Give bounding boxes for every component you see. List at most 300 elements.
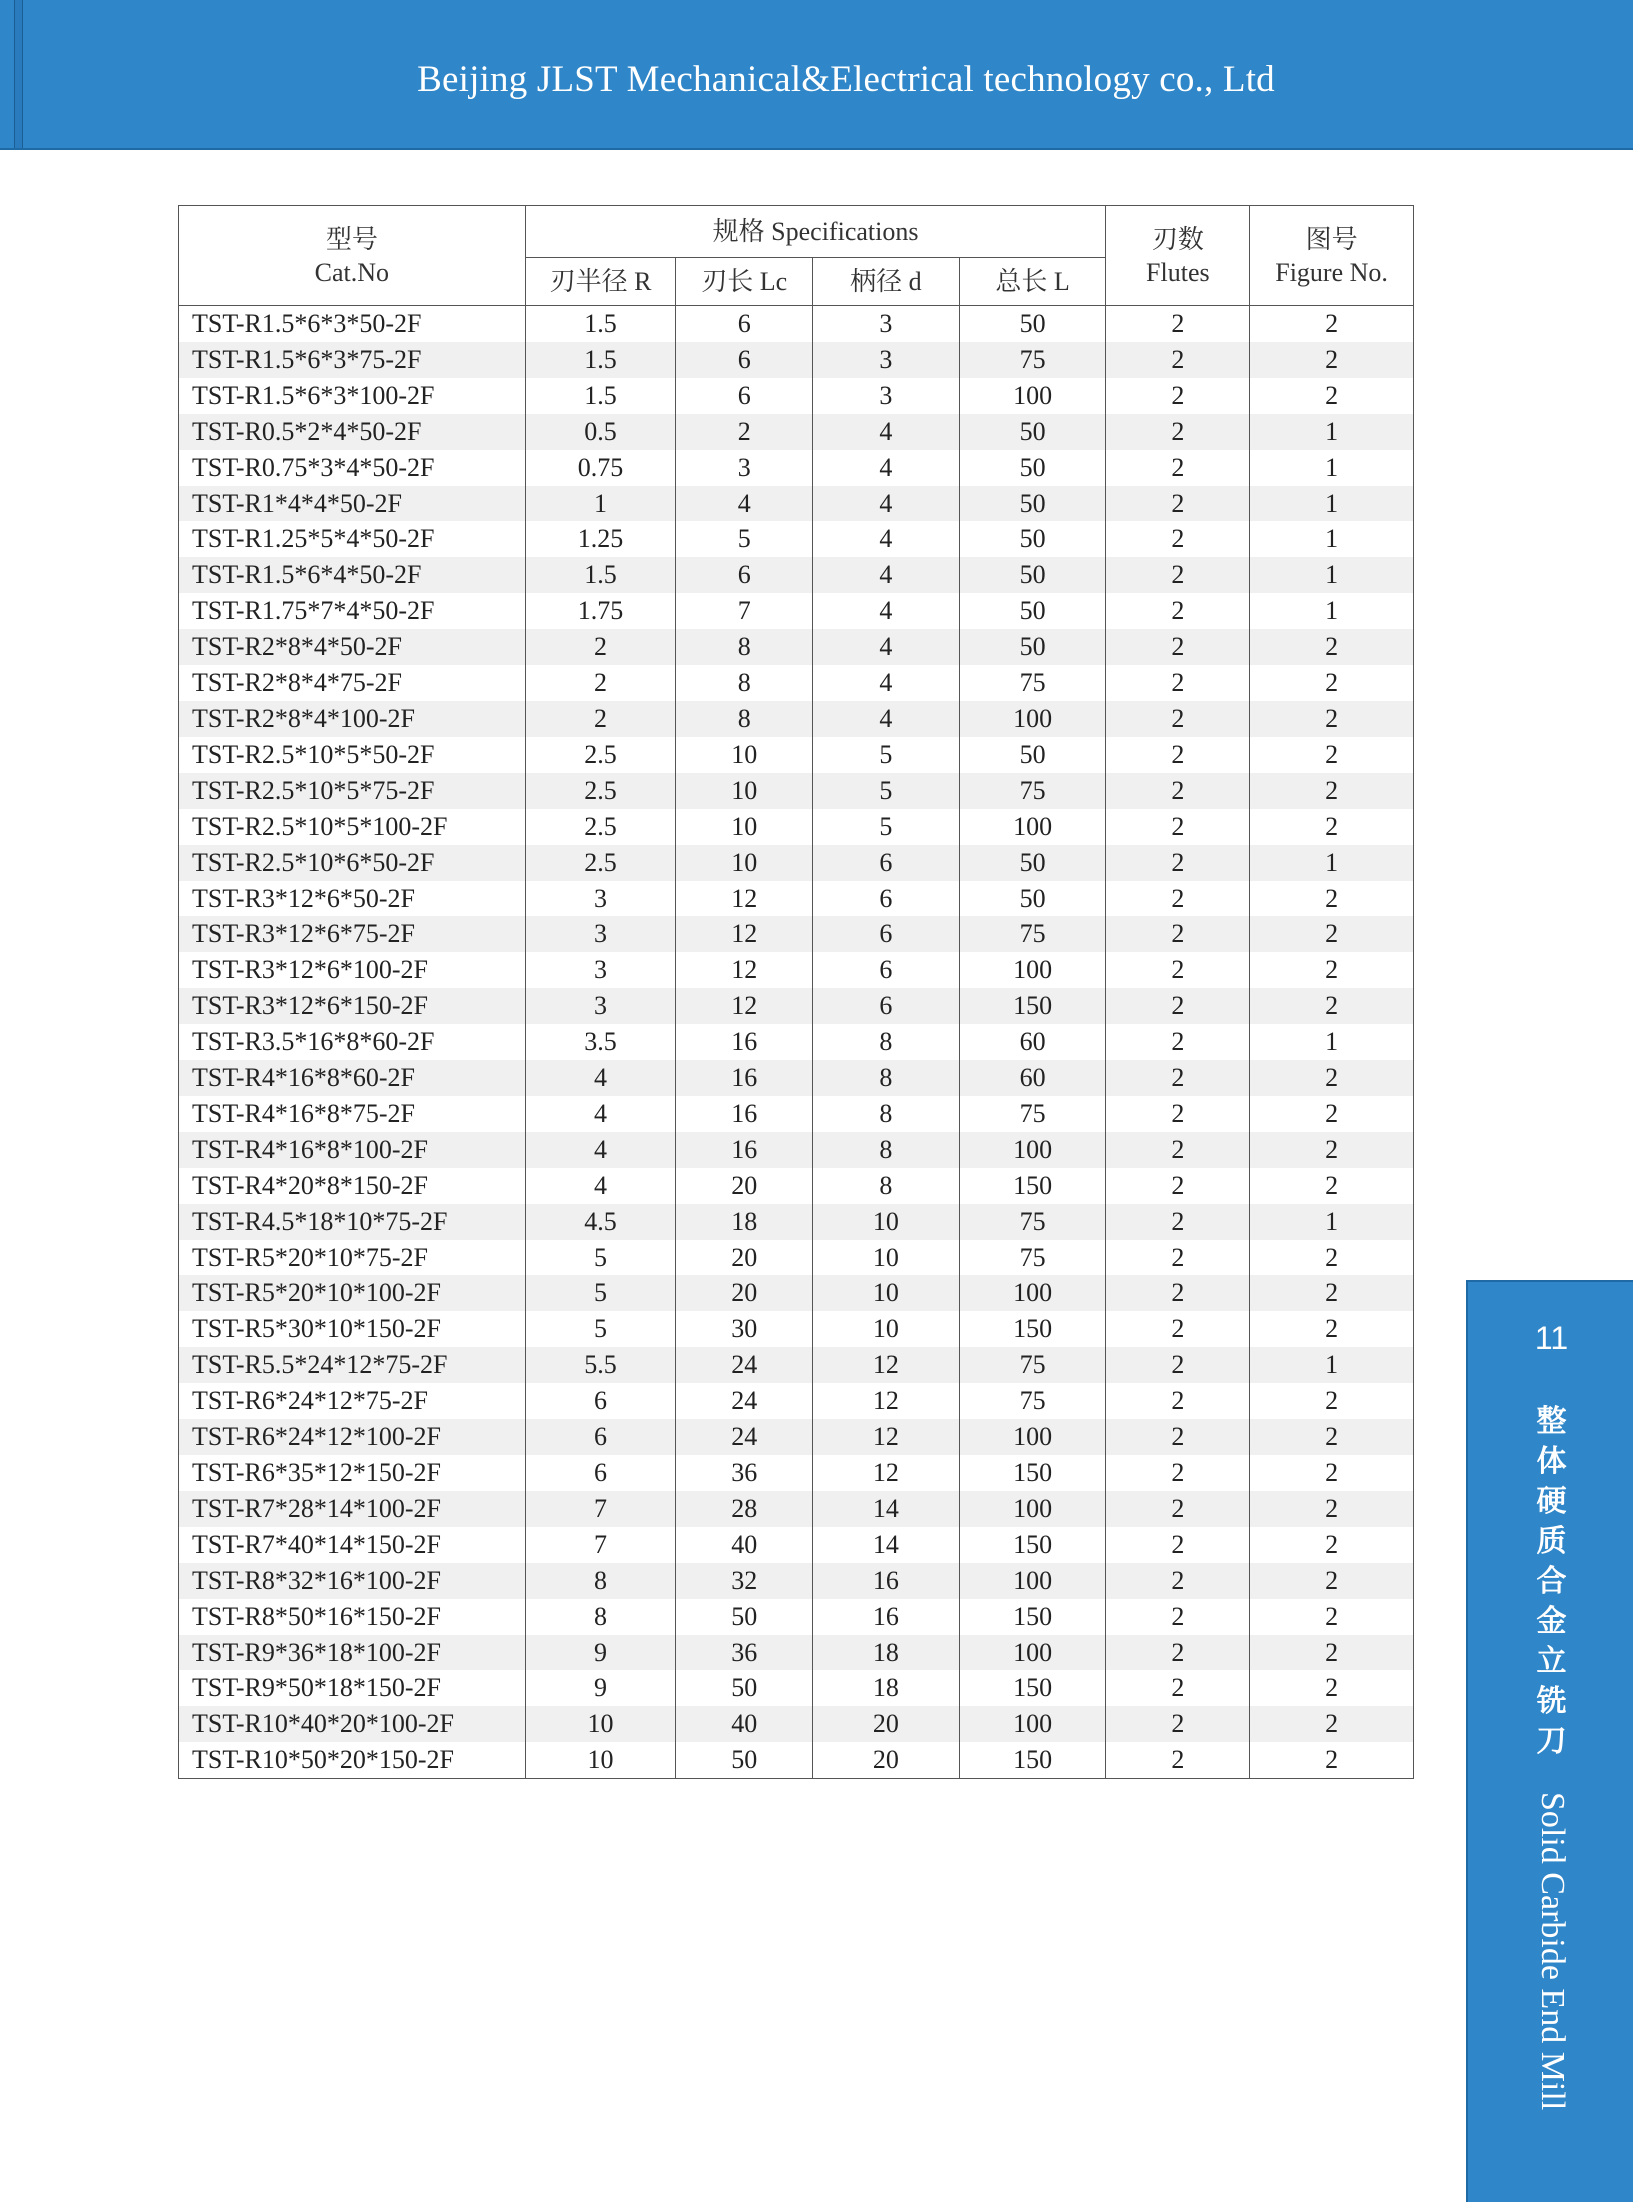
cell-length-lc: 30: [676, 1311, 813, 1347]
cell-shank-d: 6: [813, 916, 960, 952]
cell-total-length: 75: [959, 342, 1106, 378]
table-row: [179, 1527, 1414, 1563]
cell-cat-no: TST-R3.5*16*8*60-2F: [179, 1024, 526, 1060]
cell-radius: 8: [525, 1563, 676, 1599]
cell-length-lc: 40: [676, 1706, 813, 1742]
cell-length-lc: 12: [676, 881, 813, 917]
cell-length-lc: 2: [676, 414, 813, 450]
cell-total-length: 75: [959, 1240, 1106, 1276]
cell-length-lc: 16: [676, 1096, 813, 1132]
cell-total-length: 150: [959, 988, 1106, 1024]
cell-figure-no: 1: [1250, 414, 1414, 450]
cell-flutes: 2: [1106, 1383, 1250, 1419]
cell-total-length: 100: [959, 1563, 1106, 1599]
cell-flutes: 2: [1106, 1311, 1250, 1347]
cell-flutes: 2: [1106, 378, 1250, 414]
header-length-lc: 刃长 Lc: [676, 258, 813, 306]
cell-shank-d: 12: [813, 1455, 960, 1491]
table-row: [179, 701, 1414, 737]
cell-cat-no: TST-R5*20*10*100-2F: [179, 1275, 526, 1311]
table-row: [179, 1742, 1414, 1778]
cell-shank-d: 3: [813, 342, 960, 378]
cell-length-lc: 36: [676, 1455, 813, 1491]
cell-flutes: 2: [1106, 1742, 1250, 1778]
header-band: [0, 0, 1633, 150]
cell-length-lc: 18: [676, 1204, 813, 1240]
cell-shank-d: 18: [813, 1670, 960, 1706]
cell-shank-d: 4: [813, 486, 960, 522]
header-shank-d: 柄径 d: [813, 258, 960, 306]
cell-total-length: 100: [959, 378, 1106, 414]
cell-total-length: 50: [959, 845, 1106, 881]
cell-flutes: 2: [1106, 629, 1250, 665]
cell-total-length: 100: [959, 1491, 1106, 1527]
cell-radius: 0.5: [525, 414, 676, 450]
cell-cat-no: TST-R9*50*18*150-2F: [179, 1670, 526, 1706]
cell-length-lc: 16: [676, 1132, 813, 1168]
chapter-title-cn-char: 立: [1536, 1644, 1567, 1679]
cell-total-length: 75: [959, 665, 1106, 701]
table-row: [179, 557, 1414, 593]
cell-radius: 4: [525, 1060, 676, 1096]
cell-total-length: 50: [959, 557, 1106, 593]
cell-shank-d: 4: [813, 701, 960, 737]
cell-shank-d: 8: [813, 1132, 960, 1168]
chapter-title-cn-char: 铣: [1536, 1684, 1567, 1719]
cell-shank-d: 5: [813, 773, 960, 809]
cell-figure-no: 2: [1250, 952, 1414, 988]
table-body: [179, 306, 1414, 1779]
cell-flutes: 2: [1106, 701, 1250, 737]
cell-cat-no: TST-R6*35*12*150-2F: [179, 1455, 526, 1491]
cell-length-lc: 6: [676, 557, 813, 593]
cell-figure-no: 2: [1250, 1383, 1414, 1419]
cell-length-lc: 16: [676, 1060, 813, 1096]
cell-radius: 6: [525, 1383, 676, 1419]
cell-figure-no: 2: [1250, 1240, 1414, 1276]
cell-flutes: 2: [1106, 342, 1250, 378]
cell-figure-no: 2: [1250, 737, 1414, 773]
cell-cat-no: TST-R7*40*14*150-2F: [179, 1527, 526, 1563]
cell-flutes: 2: [1106, 1491, 1250, 1527]
cell-length-lc: 50: [676, 1742, 813, 1778]
cell-figure-no: 2: [1250, 809, 1414, 845]
cell-shank-d: 6: [813, 952, 960, 988]
cell-radius: 4: [525, 1096, 676, 1132]
header-total-length: 总长 L: [959, 258, 1106, 306]
cell-flutes: 2: [1106, 665, 1250, 701]
cell-length-lc: 40: [676, 1527, 813, 1563]
cell-length-lc: 24: [676, 1419, 813, 1455]
cell-total-length: 100: [959, 1275, 1106, 1311]
cell-flutes: 2: [1106, 1706, 1250, 1742]
cell-length-lc: 28: [676, 1491, 813, 1527]
cell-cat-no: TST-R4.5*18*10*75-2F: [179, 1204, 526, 1240]
cell-length-lc: 10: [676, 845, 813, 881]
cell-cat-no: TST-R1.5*6*3*50-2F: [179, 306, 526, 342]
table-row: [179, 1311, 1414, 1347]
cell-figure-no: 1: [1250, 1347, 1414, 1383]
cell-figure-no: 2: [1250, 1455, 1414, 1491]
cell-length-lc: 24: [676, 1383, 813, 1419]
cell-total-length: 100: [959, 1635, 1106, 1671]
cell-total-length: 100: [959, 1419, 1106, 1455]
table-row: [179, 665, 1414, 701]
cell-total-length: 60: [959, 1060, 1106, 1096]
cell-shank-d: 16: [813, 1563, 960, 1599]
cell-cat-no: TST-R2*8*4*50-2F: [179, 629, 526, 665]
header-radius: 刃半径 R: [525, 258, 676, 306]
cell-cat-no: TST-R2.5*10*5*100-2F: [179, 809, 526, 845]
cell-length-lc: 8: [676, 665, 813, 701]
cell-radius: 7: [525, 1491, 676, 1527]
cell-figure-no: 2: [1250, 881, 1414, 917]
chapter-title-cn-char: 质: [1536, 1524, 1567, 1559]
cell-shank-d: 4: [813, 629, 960, 665]
table-row: [179, 1060, 1414, 1096]
cell-radius: 2: [525, 665, 676, 701]
cell-flutes: 2: [1106, 1024, 1250, 1060]
cell-flutes: 2: [1106, 809, 1250, 845]
chapter-title-cn-char: 体: [1536, 1444, 1567, 1479]
cell-cat-no: TST-R3*12*6*50-2F: [179, 881, 526, 917]
table-row: [179, 809, 1414, 845]
cell-shank-d: 4: [813, 593, 960, 629]
cell-shank-d: 20: [813, 1742, 960, 1778]
cell-cat-no: TST-R5*20*10*75-2F: [179, 1240, 526, 1276]
header-flutes-en: Flutes: [1146, 257, 1210, 287]
cell-cat-no: TST-R8*32*16*100-2F: [179, 1563, 526, 1599]
cell-flutes: 2: [1106, 881, 1250, 917]
cell-shank-d: 4: [813, 450, 960, 486]
table-row: [179, 521, 1414, 557]
table-row: [179, 629, 1414, 665]
table-row: [179, 737, 1414, 773]
cell-cat-no: TST-R2.5*10*5*75-2F: [179, 773, 526, 809]
table-row: [179, 1706, 1414, 1742]
cell-cat-no: TST-R10*40*20*100-2F: [179, 1706, 526, 1742]
cell-total-length: 75: [959, 773, 1106, 809]
cell-total-length: 100: [959, 809, 1106, 845]
cell-length-lc: 12: [676, 988, 813, 1024]
cell-figure-no: 2: [1250, 1096, 1414, 1132]
cell-shank-d: 12: [813, 1419, 960, 1455]
cell-flutes: 2: [1106, 988, 1250, 1024]
table-row: [179, 1168, 1414, 1204]
cell-shank-d: 4: [813, 665, 960, 701]
cell-flutes: 2: [1106, 521, 1250, 557]
chapter-title-cn: [1468, 1402, 1633, 1762]
cell-length-lc: 32: [676, 1563, 813, 1599]
cell-length-lc: 20: [676, 1275, 813, 1311]
table-row: [179, 1024, 1414, 1060]
cell-flutes: 2: [1106, 952, 1250, 988]
cell-figure-no: 1: [1250, 1024, 1414, 1060]
cell-cat-no: TST-R0.75*3*4*50-2F: [179, 450, 526, 486]
cell-total-length: 60: [959, 1024, 1106, 1060]
cell-figure-no: 2: [1250, 1168, 1414, 1204]
table-row: [179, 1635, 1414, 1671]
cell-radius: 3: [525, 952, 676, 988]
cell-shank-d: 18: [813, 1635, 960, 1671]
cell-radius: 6: [525, 1455, 676, 1491]
cell-flutes: 2: [1106, 1347, 1250, 1383]
cell-radius: 1.75: [525, 593, 676, 629]
cell-flutes: 2: [1106, 1168, 1250, 1204]
cell-radius: 2: [525, 701, 676, 737]
cell-total-length: 150: [959, 1670, 1106, 1706]
cell-flutes: 2: [1106, 1599, 1250, 1635]
cell-radius: 7: [525, 1527, 676, 1563]
table-row: [179, 881, 1414, 917]
cell-radius: 2.5: [525, 845, 676, 881]
cell-radius: 4.5: [525, 1204, 676, 1240]
cell-radius: 1.5: [525, 342, 676, 378]
cell-total-length: 50: [959, 521, 1106, 557]
cell-cat-no: TST-R5.5*24*12*75-2F: [179, 1347, 526, 1383]
cell-shank-d: 8: [813, 1060, 960, 1096]
chapter-title-cn-char: 硬: [1536, 1484, 1567, 1519]
cell-total-length: 75: [959, 1204, 1106, 1240]
cell-radius: 1: [525, 486, 676, 522]
table-row: [179, 1275, 1414, 1311]
cell-shank-d: 12: [813, 1383, 960, 1419]
cell-flutes: 2: [1106, 1275, 1250, 1311]
cell-total-length: 150: [959, 1311, 1106, 1347]
cell-shank-d: 8: [813, 1024, 960, 1060]
cell-length-lc: 6: [676, 342, 813, 378]
cell-cat-no: TST-R1.5*6*4*50-2F: [179, 557, 526, 593]
cell-length-lc: 36: [676, 1635, 813, 1671]
cell-shank-d: 20: [813, 1706, 960, 1742]
cell-flutes: 2: [1106, 1204, 1250, 1240]
cell-cat-no: TST-R6*24*12*100-2F: [179, 1419, 526, 1455]
cell-total-length: 150: [959, 1455, 1106, 1491]
chapter-title-cn-char: 合: [1536, 1564, 1567, 1599]
cell-shank-d: 10: [813, 1204, 960, 1240]
cell-length-lc: 10: [676, 737, 813, 773]
cell-figure-no: 2: [1250, 1275, 1414, 1311]
cell-total-length: 50: [959, 450, 1106, 486]
cell-flutes: 2: [1106, 737, 1250, 773]
header-figure-no: [1250, 206, 1414, 306]
table-row: [179, 845, 1414, 881]
chapter-title-cn-char: 金: [1536, 1604, 1567, 1639]
cell-shank-d: 6: [813, 988, 960, 1024]
cell-figure-no: 1: [1250, 521, 1414, 557]
cell-shank-d: 8: [813, 1096, 960, 1132]
cell-length-lc: 50: [676, 1599, 813, 1635]
cell-length-lc: 7: [676, 593, 813, 629]
cell-total-length: 50: [959, 414, 1106, 450]
cell-radius: 2.5: [525, 773, 676, 809]
cell-total-length: 150: [959, 1599, 1106, 1635]
cell-radius: 3.5: [525, 1024, 676, 1060]
cell-flutes: 2: [1106, 1635, 1250, 1671]
cell-radius: 1.5: [525, 306, 676, 342]
cell-flutes: 2: [1106, 1132, 1250, 1168]
table-row: [179, 916, 1414, 952]
cell-cat-no: TST-R1.5*6*3*100-2F: [179, 378, 526, 414]
cell-cat-no: TST-R10*50*20*150-2F: [179, 1742, 526, 1778]
cell-flutes: 2: [1106, 450, 1250, 486]
cell-flutes: 2: [1106, 1455, 1250, 1491]
table-row: [179, 1455, 1414, 1491]
cell-length-lc: 8: [676, 629, 813, 665]
cell-shank-d: 4: [813, 521, 960, 557]
cell-radius: 3: [525, 916, 676, 952]
cell-cat-no: TST-R4*16*8*60-2F: [179, 1060, 526, 1096]
cell-radius: 4: [525, 1132, 676, 1168]
table-row: [179, 1240, 1414, 1276]
cell-flutes: 2: [1106, 1419, 1250, 1455]
cell-total-length: 100: [959, 701, 1106, 737]
cell-radius: 0.75: [525, 450, 676, 486]
cell-length-lc: 6: [676, 378, 813, 414]
cell-figure-no: 1: [1250, 486, 1414, 522]
cell-figure-no: 2: [1250, 1563, 1414, 1599]
cell-cat-no: TST-R1.75*7*4*50-2F: [179, 593, 526, 629]
cell-radius: 1.25: [525, 521, 676, 557]
cell-flutes: 2: [1106, 916, 1250, 952]
cell-cat-no: TST-R7*28*14*100-2F: [179, 1491, 526, 1527]
cell-radius: 5: [525, 1240, 676, 1276]
cell-figure-no: 2: [1250, 1706, 1414, 1742]
cell-length-lc: 50: [676, 1670, 813, 1706]
chapter-title-cn-char: 整: [1536, 1404, 1567, 1439]
cell-total-length: 100: [959, 952, 1106, 988]
cell-cat-no: TST-R2.5*10*6*50-2F: [179, 845, 526, 881]
company-title: Beijing JLST Mechanical&Electrical technology co., Ltd: [417, 59, 1275, 100]
cell-radius: 3: [525, 988, 676, 1024]
cell-cat-no: TST-R5*30*10*150-2F: [179, 1311, 526, 1347]
cell-length-lc: 4: [676, 486, 813, 522]
header-specifications: 规格 Specifications: [525, 206, 1106, 258]
cell-total-length: 100: [959, 1132, 1106, 1168]
cell-total-length: 50: [959, 881, 1106, 917]
cell-cat-no: TST-R1.25*5*4*50-2F: [179, 521, 526, 557]
cell-radius: 2.5: [525, 809, 676, 845]
table-row: [179, 306, 1414, 342]
cell-cat-no: TST-R3*12*6*100-2F: [179, 952, 526, 988]
cell-figure-no: 2: [1250, 701, 1414, 737]
cell-figure-no: 2: [1250, 378, 1414, 414]
cell-figure-no: 2: [1250, 1670, 1414, 1706]
cell-radius: 5.5: [525, 1347, 676, 1383]
table-row: [179, 1491, 1414, 1527]
cell-length-lc: 10: [676, 809, 813, 845]
cell-figure-no: 2: [1250, 1491, 1414, 1527]
cell-shank-d: 8: [813, 1168, 960, 1204]
cell-shank-d: 10: [813, 1311, 960, 1347]
cell-cat-no: TST-R8*50*16*150-2F: [179, 1599, 526, 1635]
cell-total-length: 75: [959, 916, 1106, 952]
cell-radius: 1.5: [525, 557, 676, 593]
side-tab: [1466, 1280, 1633, 2202]
cell-total-length: 50: [959, 486, 1106, 522]
cell-flutes: 2: [1106, 1240, 1250, 1276]
table-row: [179, 414, 1414, 450]
cell-figure-no: 1: [1250, 450, 1414, 486]
cell-shank-d: 16: [813, 1599, 960, 1635]
table-row: [179, 1670, 1414, 1706]
cell-total-length: 50: [959, 629, 1106, 665]
cell-figure-no: 2: [1250, 1599, 1414, 1635]
cell-total-length: 100: [959, 1706, 1106, 1742]
header-flutes-cn: 刃数: [1151, 224, 1204, 254]
cell-flutes: 2: [1106, 1096, 1250, 1132]
table-row: [179, 773, 1414, 809]
cell-length-lc: 5: [676, 521, 813, 557]
cell-shank-d: 3: [813, 378, 960, 414]
cell-figure-no: 2: [1250, 1132, 1414, 1168]
header-cat-no: [179, 206, 526, 306]
cell-length-lc: 6: [676, 306, 813, 342]
cell-shank-d: 6: [813, 881, 960, 917]
cell-length-lc: 20: [676, 1240, 813, 1276]
cell-figure-no: 2: [1250, 1419, 1414, 1455]
cell-figure-no: 2: [1250, 306, 1414, 342]
page-number: 11: [1534, 1320, 1569, 1356]
table-row: [179, 450, 1414, 486]
cell-cat-no: TST-R1.5*6*3*75-2F: [179, 342, 526, 378]
cell-flutes: 2: [1106, 557, 1250, 593]
table-row: [179, 1563, 1414, 1599]
cell-shank-d: 4: [813, 414, 960, 450]
cell-shank-d: 10: [813, 1275, 960, 1311]
specification-table: [178, 205, 1414, 1779]
cell-length-lc: 8: [676, 701, 813, 737]
cell-shank-d: 12: [813, 1347, 960, 1383]
table-row: [179, 1132, 1414, 1168]
table-row: [179, 952, 1414, 988]
cell-flutes: 2: [1106, 593, 1250, 629]
cell-flutes: 2: [1106, 1670, 1250, 1706]
cell-cat-no: TST-R3*12*6*75-2F: [179, 916, 526, 952]
header-figure-no-cn: 图号: [1305, 224, 1358, 254]
cell-figure-no: 1: [1250, 557, 1414, 593]
cell-figure-no: 2: [1250, 988, 1414, 1024]
cell-radius: 1.5: [525, 378, 676, 414]
cell-length-lc: 3: [676, 450, 813, 486]
cell-shank-d: 14: [813, 1491, 960, 1527]
cell-radius: 8: [525, 1599, 676, 1635]
cell-flutes: 2: [1106, 486, 1250, 522]
cell-figure-no: 2: [1250, 773, 1414, 809]
cell-flutes: 2: [1106, 414, 1250, 450]
chapter-title-en: Solid Carbide End Mill: [1534, 1792, 1571, 2111]
cell-total-length: 150: [959, 1527, 1106, 1563]
cell-radius: 10: [525, 1742, 676, 1778]
table-row: [179, 1419, 1414, 1455]
cell-radius: 6: [525, 1419, 676, 1455]
cell-figure-no: 1: [1250, 845, 1414, 881]
cell-cat-no: TST-R2.5*10*5*50-2F: [179, 737, 526, 773]
cell-total-length: 75: [959, 1096, 1106, 1132]
cell-figure-no: 1: [1250, 1204, 1414, 1240]
cell-flutes: 2: [1106, 1060, 1250, 1096]
cell-total-length: 50: [959, 737, 1106, 773]
header-cat-no-en: Cat.No: [314, 257, 390, 287]
cell-flutes: 2: [1106, 773, 1250, 809]
cell-figure-no: 2: [1250, 629, 1414, 665]
cell-cat-no: TST-R9*36*18*100-2F: [179, 1635, 526, 1671]
cell-length-lc: 20: [676, 1168, 813, 1204]
cell-cat-no: TST-R0.5*2*4*50-2F: [179, 414, 526, 450]
cell-shank-d: 3: [813, 306, 960, 342]
cell-shank-d: 5: [813, 737, 960, 773]
header-figure-no-en: Figure No.: [1275, 257, 1388, 287]
